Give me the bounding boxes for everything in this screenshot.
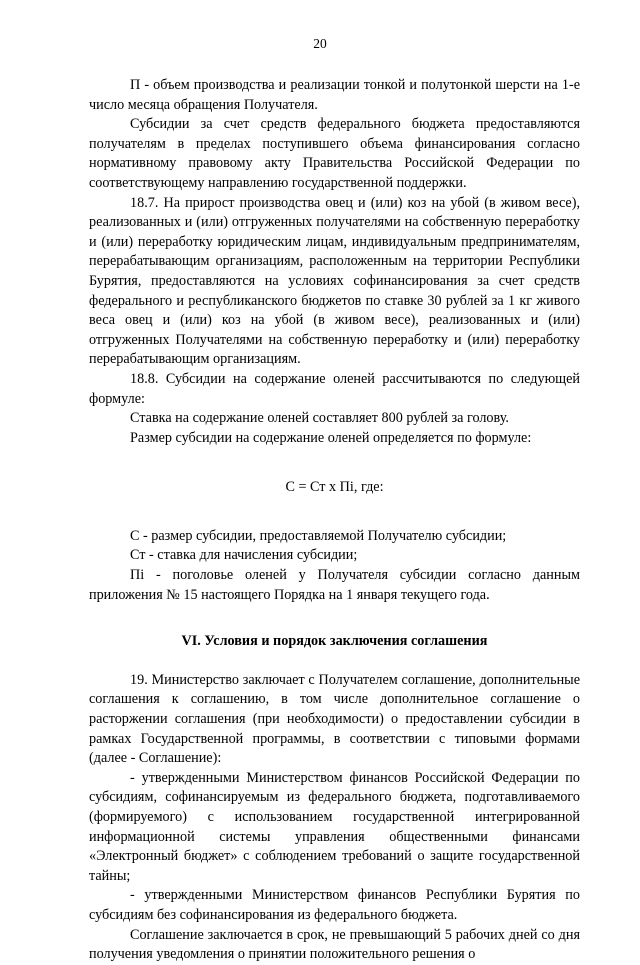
paragraph-minfin-rf: - утвержденными Министерством финансов Российской Федерации по субсидиям, софинансируемым из федерального бюджета, подготавливаемого (формируемого) с использованием государственной интегрированной информационной системы управления общественными финансами «Электронный бюджет» с соблюдением требований о защите государственной тайны; bbox=[89, 769, 580, 884]
section-heading: VI. Условия и порядок заключения соглашения bbox=[181, 633, 488, 650]
formula: С = Ст x Пi, где: bbox=[285, 479, 384, 496]
paragraph-p-definition: П - объем производства и реализации тонкой и полутонкой шерсти на 1-е число месяца обращения Получателя. bbox=[89, 77, 580, 113]
paragraph-minfin-rb: - утвержденными Министерством финансов Республики Бурятия по субсидиям без софинансирования из федерального бюджета. bbox=[89, 887, 580, 923]
paragraph-agreement-deadline: Соглашение заключается в срок, не превышающий 5 рабочих дней со дня получения уведомления о принятии положительного решения о bbox=[89, 926, 580, 963]
document-body bbox=[89, 76, 580, 965]
paragraph-formula-intro: Размер субсидии на содержание оленей определяется по формуле: bbox=[130, 429, 532, 446]
paragraph-18-8: 18.8. Субсидии на содержание оленей рассчитываются по следующей формуле: bbox=[89, 370, 580, 407]
paragraph-c-definition: С - размер субсидии, предоставляемой Получателю субсидии; bbox=[130, 527, 507, 544]
paragraph-19: 19. Министерство заключает с Получателем соглашение, дополнительные соглашения к соглашению, в том числе дополнительное соглашение о расторжении соглашения (при необходимости) о предоставлении субсидии в рамках Государственной программы, в соответствии с типовыми формами (далее - Соглашение): bbox=[89, 671, 580, 767]
paragraph-18-7: 18.7. На прирост производства овец и (или) коз на убой (в живом весе), реализованных и (или) отгруженных получателями на собственную переработку и (или) переработку юридическим лицам, индивидуальным предпринимателям, перерабатывающим организациям, расположенным на территории Республики Бурятия, предоставляются на условиях софинансирования за счет средств федерального и республиканского бюджетов по ставке 30 рублей за 1 кг живого веса овец и (или) коз на убой (в живом весе), реализованных и (или) отгруженных Получателями на собственную переработку и (или) переработку перерабатывающим организациям. bbox=[89, 194, 580, 368]
paragraph-federal-subsidies: Субсидии за счет средств федерального бюджета предоставляются получателям в пределах поступившего объема финансирования согласно нормативному правовому акту Правительства Российской Федерации по соответствующему направлению государственной поддержки. bbox=[89, 116, 580, 191]
paragraph-pi-definition: Пi - поголовье оленей у Получателя субсидии согласно данным приложения № 15 настоящего Порядка на 1 января текущего года. bbox=[89, 567, 580, 603]
paragraph-st-definition: Ст - ставка для начисления субсидии; bbox=[130, 547, 358, 564]
paragraph-rate: Ставка на содержание оленей составляет 800 рублей за голову. bbox=[130, 410, 509, 427]
page-number: 20 bbox=[313, 36, 327, 51]
